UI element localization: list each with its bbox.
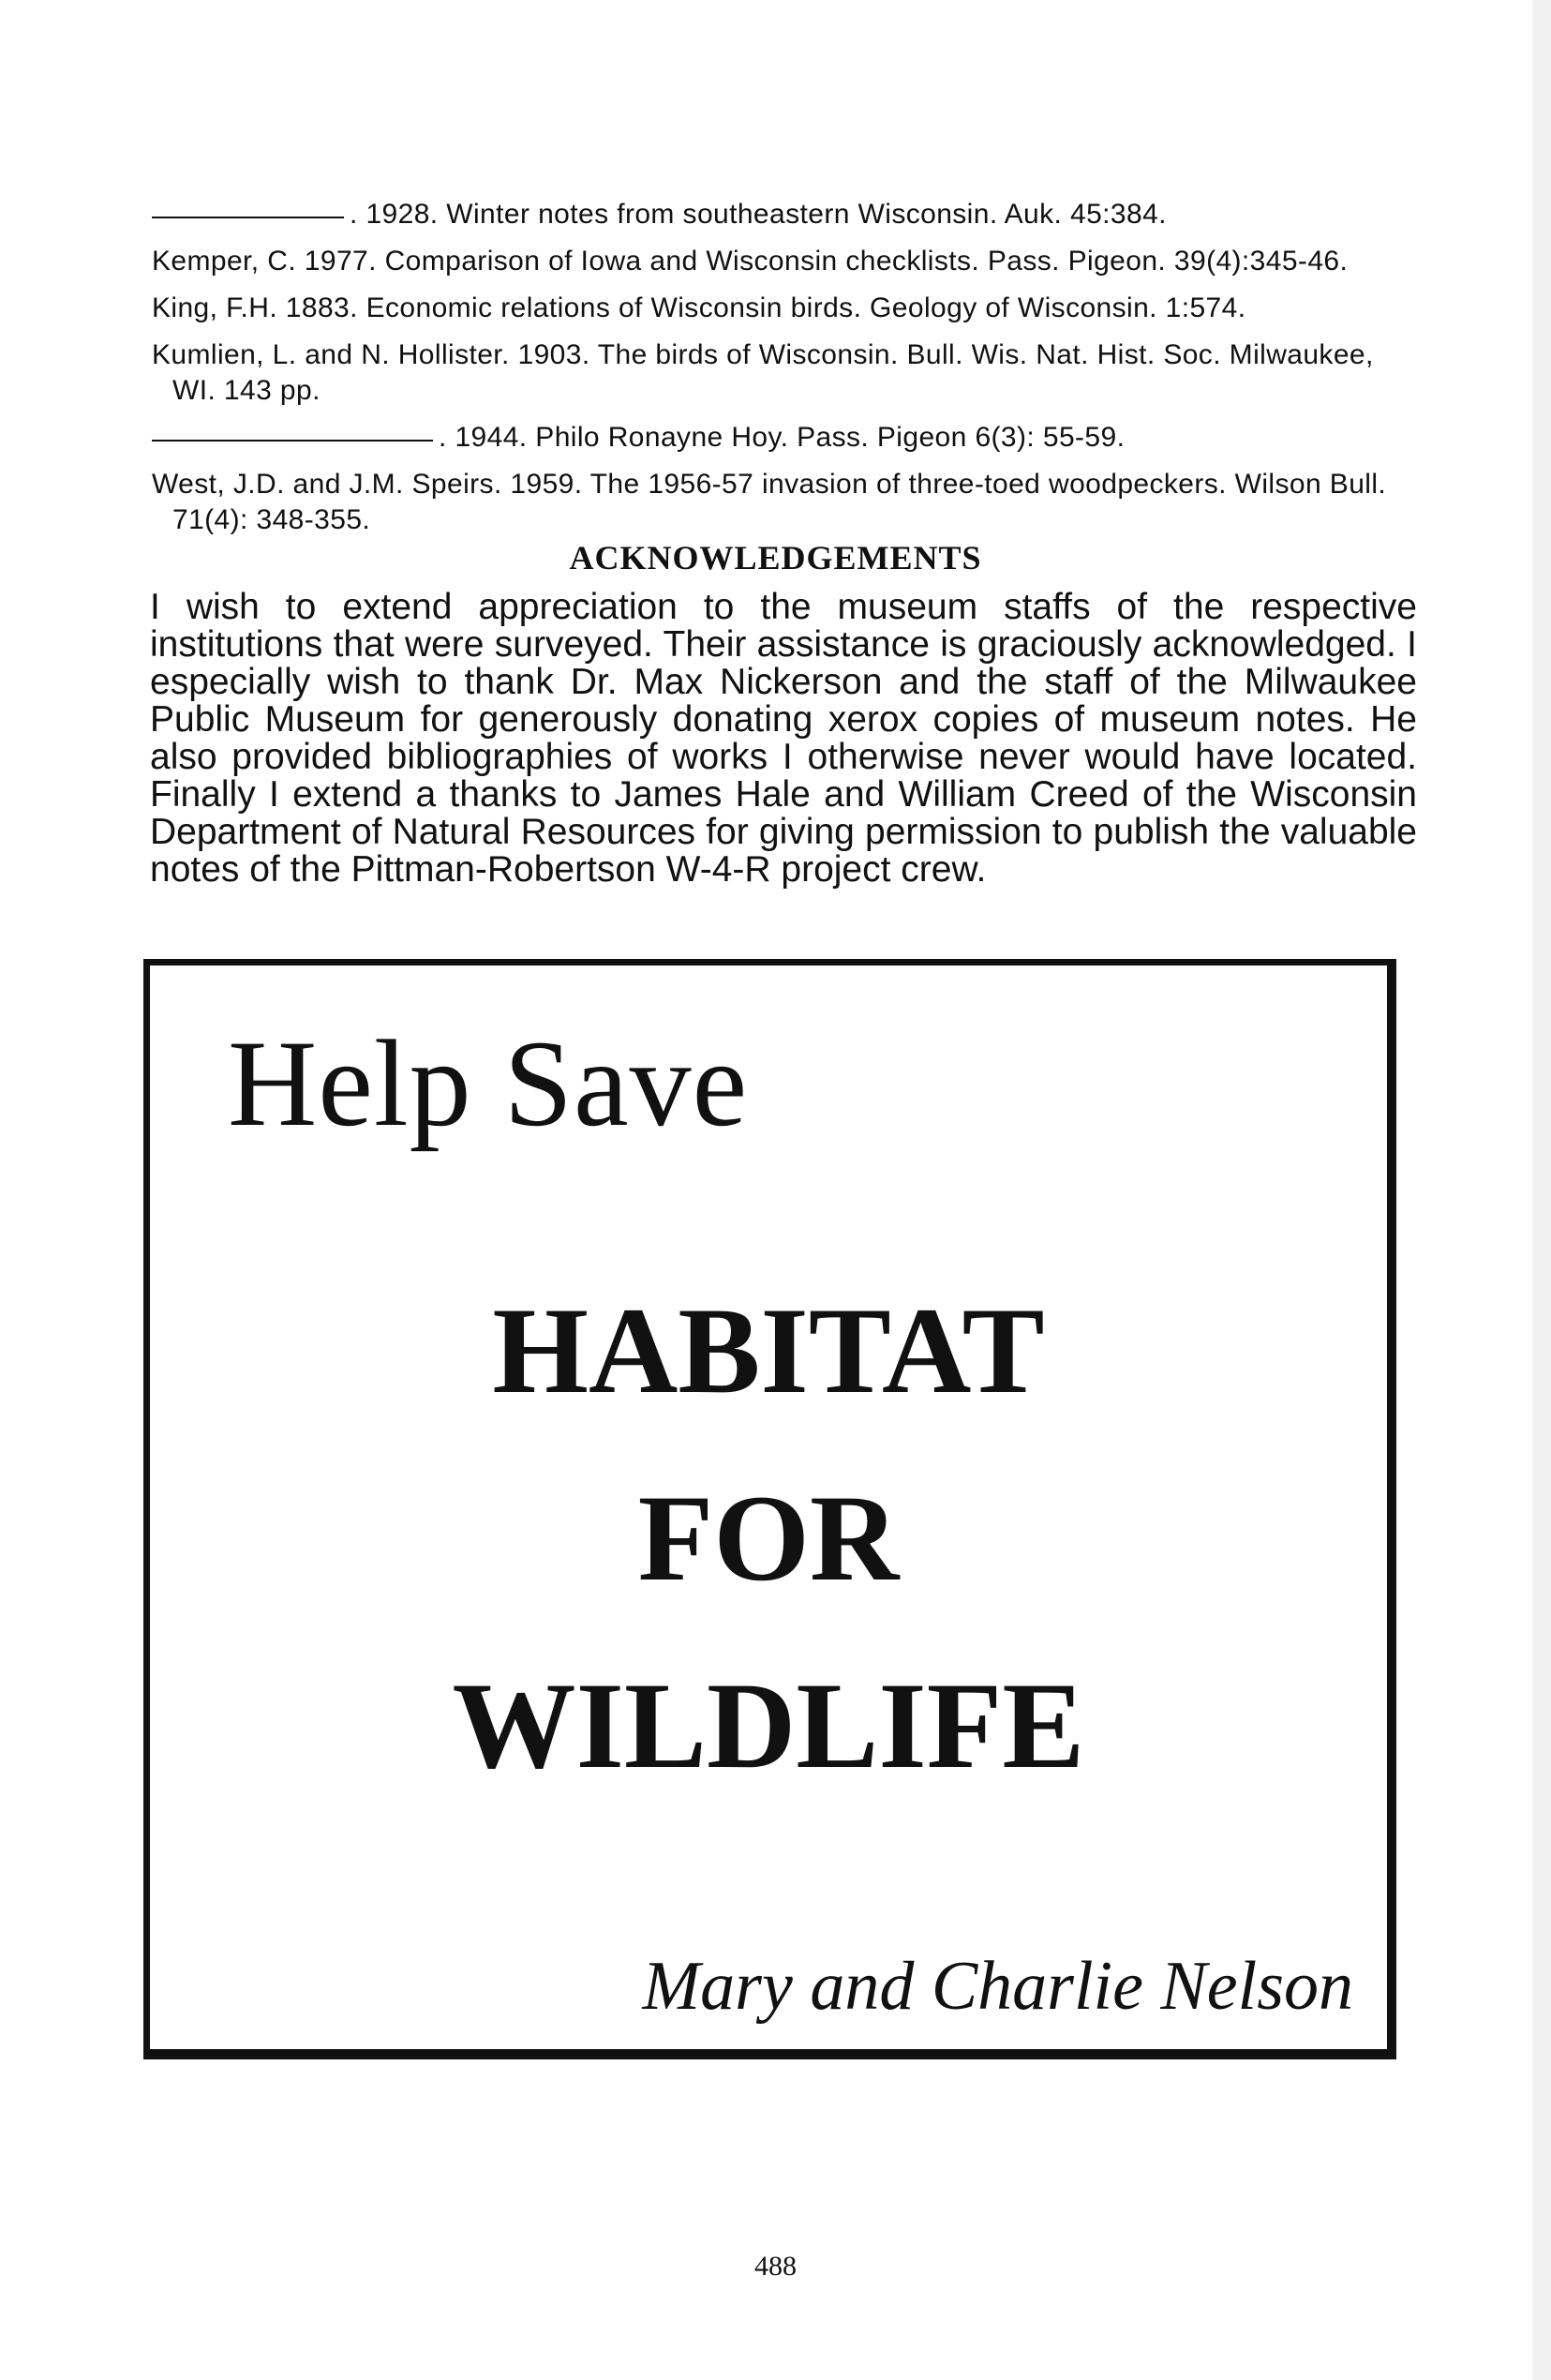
reference-text: King, F.H. 1883. Economic relations of Wisconsin birds. Geology of Wisconsin. 1:574. [152, 292, 1246, 323]
page-number: 488 [754, 2251, 797, 2282]
reference-text: . 1928. Winter notes from southeastern Wisconsin. Auk. 45:384. [350, 199, 1167, 230]
reference-text: Kumlien, L. and N. Hollister. 1903. The birds of Wisconsin. Bull. Wis. Nat. Hist. Soc. Milwaukee, WI. 143 pp. [152, 339, 1374, 406]
acknowledgements-heading: ACKNOWLEDGEMENTS [569, 539, 982, 576]
reference-entry [152, 197, 1408, 232]
ad-sponsor: Mary and Charlie Nelson [642, 1948, 1353, 2025]
reference-entry [152, 420, 1408, 456]
reference-text: . 1944. Philo Ronayne Hoy. Pass. Pigeon 6(3): 55-59. [439, 422, 1126, 453]
references-list [152, 197, 1408, 549]
reference-entry [152, 337, 1408, 409]
ad-line-for: FOR [637, 1469, 900, 1607]
ad-line-habitat: HABITAT [492, 1281, 1045, 1419]
page-edge-shadow [1532, 0, 1551, 2380]
repeat-author-rule [152, 217, 344, 218]
reference-entry [152, 244, 1408, 279]
advertisement-box [143, 959, 1396, 2059]
reference-entry [152, 467, 1408, 538]
ad-headline: Help Save [228, 1014, 749, 1152]
repeat-author-rule [152, 440, 433, 442]
ad-line-wildlife: WILDLIFE [452, 1656, 1085, 1794]
reference-text: West, J.D. and J.M. Speirs. 1959. The 1956-57 invasion of three-toed woodpeckers. Wilson Bull. 71(4): 348-355. [152, 469, 1387, 535]
reference-entry [152, 291, 1408, 326]
acknowledgements-body: I wish to extend appreciation to the museum staffs of the respective institutions that were surveyed. Their assistance is graciously acknowledged. I especially wish to thank Dr. Max Nickerson and the staff of the Milwaukee Public Museum for generously donating xerox copies of museum notes. He also provided bibliographies of works I otherwise never would have located. Finally I extend a thanks to James Hale and William Creed of the Wisconsin Department of Natural Resources for giving permission to publish the valuable notes of the Pittman-Robertson W-4-R project crew. [150, 587, 1417, 890]
reference-text: Kemper, C. 1977. Comparison of Iowa and Wisconsin checklists. Pass. Pigeon. 39(4):345-46. [152, 246, 1349, 277]
